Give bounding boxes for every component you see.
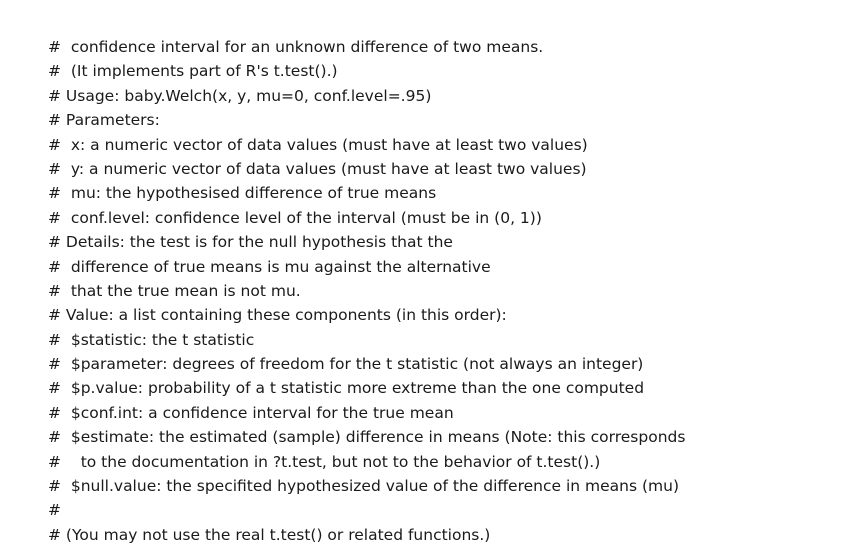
- comment-line: # to the documentation in ?t.test, but not to the behavior of t.test().): [48, 452, 601, 471]
- comment-line: # difference of true means is mu against the alternative: [48, 257, 491, 276]
- comment-line: # x: a numeric vector of data values (must have at least two values): [48, 135, 588, 154]
- comment-line: # (It implements part of R's t.test().): [48, 62, 338, 81]
- comment-line: # $parameter: degrees of freedom for the t statistic (not always an integer): [48, 355, 644, 374]
- comment-line: # Usage: baby.Welch(x, y, mu=0, conf.level=.95): [48, 86, 432, 105]
- comment-line: # mu: the hypothesised difference of true means: [48, 184, 437, 203]
- comment-line: # Value: a list containing these components (in this order):: [48, 306, 507, 325]
- comment-block: [48, 35, 862, 547]
- comment-line: # $estimate: the estimated (sample) difference in means (Note: this corresponds: [48, 428, 686, 447]
- comment-line: # Parameters:: [48, 111, 160, 130]
- comment-line: #: [48, 501, 61, 520]
- comment-line: # conf.level: confidence level of the interval (must be in (0, 1)): [48, 208, 542, 227]
- comment-line: # $conf.int: a confidence interval for the true mean: [48, 403, 454, 422]
- comment-line: # $statistic: the t statistic: [48, 330, 255, 349]
- comment-line: # confidence interval for an unknown difference of two means.: [48, 38, 544, 56]
- comment-line: # y: a numeric vector of data values (must have at least two values): [48, 159, 587, 178]
- comment-line: # $null.value: the specifited hypothesized value of the difference in means (mu): [48, 477, 680, 496]
- comment-line: # Details: the test is for the null hypothesis that the: [48, 233, 453, 252]
- comment-line: # that the true mean is not mu.: [48, 281, 301, 300]
- comment-line: # (You may not use the real t.test() or related functions.): [48, 525, 491, 544]
- comment-line: # $p.value: probability of a t statistic more extreme than the one computed: [48, 379, 645, 398]
